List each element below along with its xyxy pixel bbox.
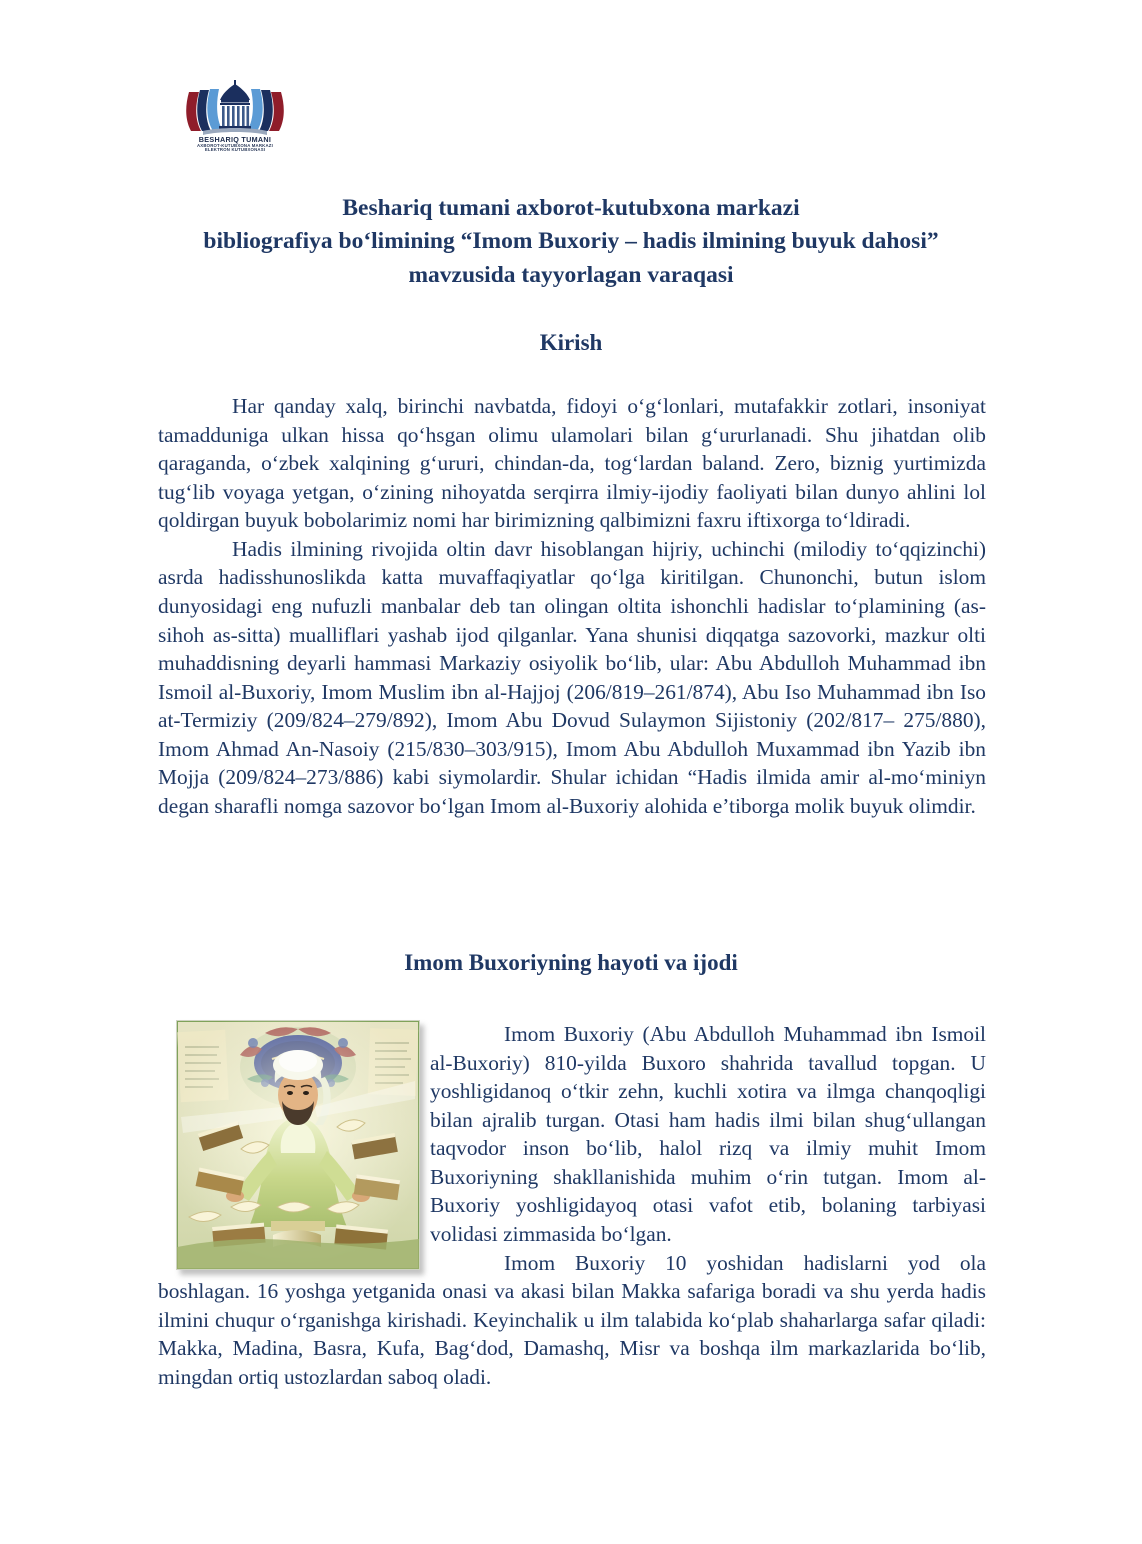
intro-text-block	[158, 392, 986, 820]
library-logo	[183, 78, 287, 166]
title-line-2: bibliografiya bo‘limining “Imom Buxoriy – hadis ilmining buyuk dahosi”	[203, 228, 939, 255]
title-line-1: Beshariq tumani axborot-kutubxona markazi	[342, 195, 800, 221]
logo-caption	[183, 136, 287, 153]
document-title	[150, 192, 992, 292]
title-line-3: mavzusida tayyorlagan varaqasi	[408, 261, 734, 288]
life-paragraph-1: Imom Buxoriy (Abu Abdulloh Muhammad ibn Ismoil al-Buxoriy) 810-yilda Buxoro shahrida tavallud topgan. U yoshligidanoq o‘tkir zehn, kuchli xotira va ilmga chanqoqligi bilan ajralib turgan. Otasi ham hadis ilmi bilan shug‘ullangan taqvodor inson bo‘lib, halol rizq va ilmiy muhit Imom Buxoriyning shakllanishida muhim o‘rin tutgan. Imom al-Buxoriy yoshligidayoq otasi vafot etib, bolaning tarbiyasi volidasi zimmasida bo‘lgan.	[430, 1022, 986, 1246]
logo-caption-line3: ELEKTRON KUTUBXONASI	[204, 147, 266, 153]
life-paragraph-2: Imom Buxoriy 10 yoshidan hadislarni yod ola boshlagan. 16 yoshga yetganida onasi va akasi bilan Makka safariga boradi va shu yerda hadis ilmini chuqur o‘rganishga kirishadi. Keyinchalik u ilm talabida ko‘plab shaharlarga safar qiladi: Makka, Madina, Basra, Kufa, Bag‘dod, Damashq, Misr va boshqa ilm markazlarida bo‘lib, mingdan ortiq ustozlardan saboq oladi.	[158, 1250, 986, 1389]
logo-caption-line1: BESHARIQ TUMANI	[198, 135, 272, 144]
section-heading-hayoti: Imom Buxoriyning hayoti va ijodi	[404, 950, 738, 975]
intro-paragraph-1: Har qanday xalq, birinchi navbatda, fidoyi o‘g‘lonlari, mutafakkir zotlari, insoniyat tamadduniga ulkan hissa qo‘hsgan olimu ulamolari bilan g‘ururlanadi. Shu jihatdan olib qaraganda, o‘zbek xalqining g‘ururi, chindan-da, tog‘lardan baland. Zero, biznig yurtimizda tug‘lib voyaga yetgan, o‘zining nihoyatda serqirra ilmiy-ijodiy faoliyati bilan dunyo ahlini lol qoldirgan buyuk bobolarimiz nomi har birimizning qalbimizni faxru iftixorga to‘ldiradi.	[158, 394, 986, 533]
life-text-block	[158, 1020, 986, 1391]
intro-paragraph-2: Hadis ilmining rivojida oltin davr hisoblangan hijriy, uchinchi (milodiy to‘qqizinchi) asrda hadisshunoslikda katta muvaffaqiyatlar qo‘lga kiritilgan. Chunonchi, butun islom dunyosidagi eng nufuzli manbalar deb tan olingan oltita ishonchli hadislar to‘plamining (as-sihoh as-sitta) mualliflari yashab ijod qilganlar. Yana shunisi diqqatga sazovorki, mazkur olti muhaddisning deyarli hammasi Markaziy osiyolik bo‘lib, ular: Abu Abdulloh Muhammad ibn Ismoil al-Buxoriy, Imom Muslim ibn al-Hajjoj (206/819–261/874), Abu Iso Muhammad ibn Iso at-Termiziy (209/824–279/892), Imom Abu Dovud Sulaymon Sijistoniy (202/817– 275/880), Imom Ahmad An-Nasoiy (215/830–303/915), Imom Abu Abdulloh Muxammad ibn Yazib ibn Mojja (209/824–273/886) kabi siymolardir. Shular ichidan “Hadis ilmida amir al-mo‘miniyn degan sharafli nomga sazovor bo‘lgan Imom al-Buxoriy alohida e’tiborga molik buyuk olimdir.	[158, 536, 986, 818]
logo-caption-line2: AXBOROT-KUTUBXONA MARKAZI	[197, 142, 273, 148]
figure-float-spacer	[158, 1020, 430, 1276]
section-heading-kirish: Kirish	[539, 330, 603, 355]
besheriq-library-emblem-icon	[183, 78, 287, 140]
